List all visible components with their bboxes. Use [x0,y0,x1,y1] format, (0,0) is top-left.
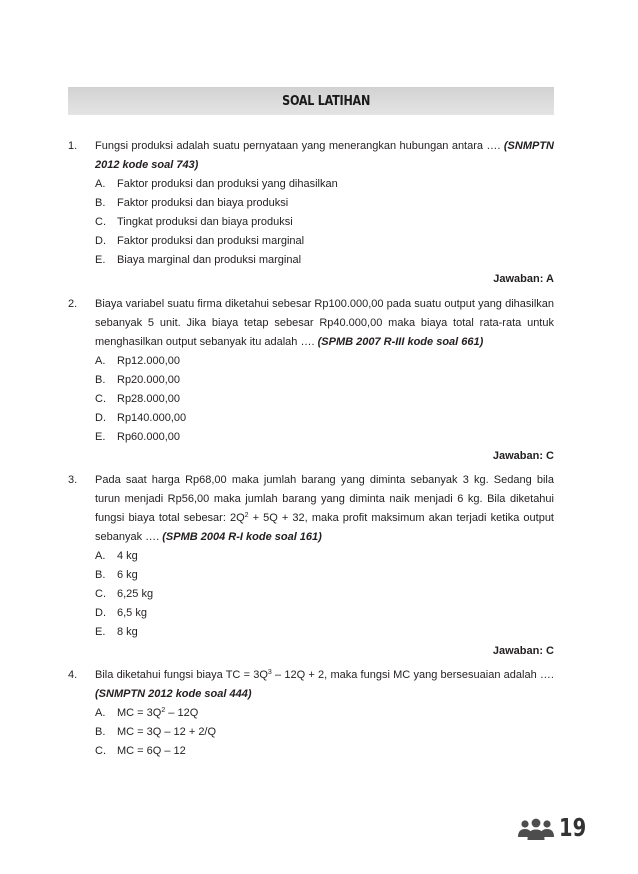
option-b [95,566,554,585]
option-letter: D. [95,235,106,247]
option-text: 8 kg [117,626,138,638]
question-number: 1. [68,140,78,152]
question-stem: Fungsi produksi adalah suatu pernyataan yang menerangkan hubungan antara …. [95,140,501,152]
option-text-part: MC = 3Q [117,707,162,719]
option-letter: E. [95,431,106,443]
option-d [95,409,554,428]
option-a [95,175,554,194]
option-a [95,704,554,723]
option-c [95,585,554,604]
question-number: 2. [68,298,78,310]
option-text: Faktor produksi dan produksi marginal [117,235,305,247]
page-footer [517,815,594,840]
option-b [95,371,554,390]
option-letter: A. [95,178,106,190]
option-c [95,390,554,409]
answer-key: Jawaban: C [492,450,554,462]
question-stem-cont: – 12Q + 2, maka fungsi MC yang bersesuaian adalah …. [271,669,554,681]
option-text: Rp28.000,00 [117,393,180,405]
people-group-icon [517,818,555,840]
question-number: 3. [68,474,78,486]
option-letter: E. [95,254,106,266]
question-stem: Biaya variabel suatu firma diketahui sebesar Rp100.000,00 pada suatu output yang dihasilkan sebanyak 5 unit. Jika biaya tetap sebesar Rp40.000,00 maka biaya total rata-rata untuk menghasilkan output sebanyak itu adalah …. [95,298,554,348]
question-text [95,471,554,547]
option-text [117,704,198,723]
option-letter: C. [95,588,106,600]
option-text: Rp140.000,00 [117,412,187,424]
question-reference: (SPMB 2007 R-III kode soal 661) [317,336,484,348]
option-letter: C. [95,393,106,405]
option-letter: D. [95,607,106,619]
superscript: 3 [267,669,272,676]
option-letter: A. [95,355,106,367]
option-text: Tingkat produksi dan biaya produksi [117,216,293,228]
option-letter: B. [95,374,106,386]
option-text: Rp20.000,00 [117,374,180,386]
option-letter: A. [95,550,106,562]
option-text: Faktor produksi dan biaya produksi [117,197,289,209]
option-letter: A. [95,707,106,719]
answer-key: Jawaban: C [492,645,554,657]
question-number: 4. [68,669,78,681]
question-2 [68,295,554,466]
answer-key: Jawaban: A [493,273,554,285]
option-text: 6,5 kg [117,607,147,619]
superscript: 2 [244,512,249,519]
question-stem: Pada saat harga Rp68,00 maka jumlah barang yang diminta sebanyak 3 kg. Sedang bila turun menjadi Rp56,00 maka jumlah barang yang diminta naik menjadi 6 kg. Bila diketahui fungsi biaya total sebesar: 2Q [95,474,554,524]
question-stem-cont: + 5Q + 32, maka profit maksimum akan terjadi ketika output sebanyak …. [95,512,554,543]
option-letter: C. [95,216,106,228]
option-d [95,604,554,623]
option-letter: B. [95,726,106,738]
option-e [95,428,554,447]
option-b [95,723,554,742]
option-text: Biaya marginal dan produksi marginal [117,254,302,266]
question-text [95,666,554,704]
question-reference: (SPMB 2004 R-I kode soal 161) [162,531,322,543]
option-e [95,623,554,642]
option-text-part: – 12Q [165,707,199,719]
option-letter: C. [95,745,106,757]
option-letter: B. [95,197,106,209]
option-a [95,352,554,371]
option-c [95,742,554,761]
question-1 [68,137,554,289]
question-3 [68,471,554,661]
option-text: Rp60.000,00 [117,431,180,443]
question-reference: (SNMPTN 2012 kode soal 743) [95,140,554,171]
option-text: 4 kg [117,550,138,562]
option-letter: D. [95,412,106,424]
option-text: 6 kg [117,569,138,581]
question-text [95,295,554,352]
option-e [95,251,554,270]
option-text: MC = 6Q – 12 [117,745,186,757]
option-text: MC = 3Q – 12 + 2/Q [117,726,217,738]
question-reference: (SNMPTN 2012 kode soal 444) [95,688,252,700]
option-text: 6,25 kg [117,588,154,600]
option-text: Faktor produksi dan produksi yang dihasilkan [117,178,338,190]
question-text [95,137,554,175]
section-title-bar [68,87,554,115]
page-number: 19 [559,813,587,842]
option-letter: E. [95,626,106,638]
option-text: Rp12.000,00 [117,355,180,367]
question-stem: Bila diketahui fungsi biaya TC = 3Q [95,669,268,681]
option-letter: B. [95,569,106,581]
section-title: SOAL LATIHAN [282,93,370,109]
option-a [95,547,554,566]
option-d [95,232,554,251]
option-c [95,213,554,232]
superscript: 2 [161,707,166,714]
option-b [95,194,554,213]
question-4 [68,666,554,761]
